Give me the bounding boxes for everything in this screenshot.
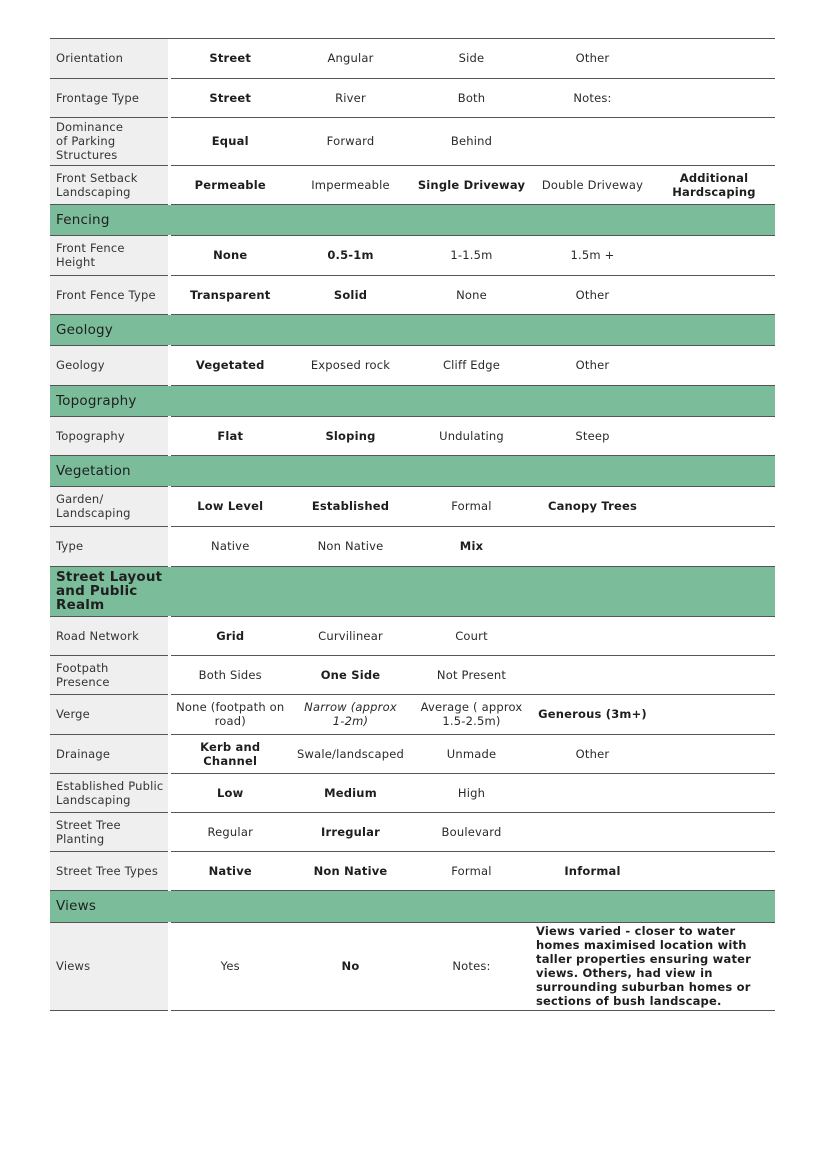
option-cell: Exposed rock	[290, 345, 411, 385]
option-cell	[532, 117, 653, 165]
option-cell	[653, 39, 775, 78]
option-cell	[653, 486, 775, 526]
option-cell: Other	[532, 345, 653, 385]
row-label: Front Setback Landscaping	[50, 165, 169, 204]
option-cell: Both Sides	[169, 655, 290, 694]
option-cell: Curvilinear	[290, 616, 411, 655]
option-cell: None	[411, 275, 532, 314]
option-cell: Impermeable	[290, 165, 411, 204]
table-row	[50, 39, 775, 78]
selected-option-cell: Irregular	[290, 812, 411, 851]
selected-option-cell: 0.5-1m	[290, 235, 411, 275]
row-label: Topography	[50, 416, 169, 455]
option-cell: 1.5m +	[532, 235, 653, 275]
option-cell	[532, 526, 653, 566]
option-cell: Narrow (approx 1-2m)	[290, 694, 411, 734]
table-row	[50, 117, 775, 165]
selected-option-cell: One Side	[290, 655, 411, 694]
option-cell	[653, 616, 775, 655]
row-label: Verge	[50, 694, 169, 734]
selected-option-cell: Street	[169, 78, 290, 117]
selected-option-cell: Canopy Trees	[532, 486, 653, 526]
option-cell	[532, 773, 653, 812]
option-cell: Swale/landscaped	[290, 734, 411, 773]
option-cell	[653, 851, 775, 890]
option-cell	[653, 734, 775, 773]
section-vegetation	[50, 455, 775, 486]
table-row	[50, 694, 775, 734]
selected-option-cell: Medium	[290, 773, 411, 812]
table-row	[50, 851, 775, 890]
selected-option-cell: Established	[290, 486, 411, 526]
selected-option-cell: Native	[169, 851, 290, 890]
row-label: Front Fence Type	[50, 275, 169, 314]
option-cell	[653, 416, 775, 455]
option-cell: Regular	[169, 812, 290, 851]
row-label: Front Fence Height	[50, 235, 169, 275]
views-notes: Views varied - closer to water homes maximised location with taller properties ensuring water views. Others, had view in surrounding suburban homes or sections of bush landscape.	[532, 922, 775, 1010]
section-geology	[50, 314, 775, 345]
option-cell: River	[290, 78, 411, 117]
row-label: Road Network	[50, 616, 169, 655]
row-label: Dominance of Parking Structures	[50, 117, 169, 165]
table-row	[50, 734, 775, 773]
table-body	[50, 39, 775, 1010]
option-cell: Notes:	[411, 922, 532, 1010]
selected-option-cell: Permeable	[169, 165, 290, 204]
table-row	[50, 416, 775, 455]
selected-option-cell: Low	[169, 773, 290, 812]
option-cell	[653, 117, 775, 165]
section-heading: Street Layout and Public Realm	[50, 566, 775, 616]
option-cell: Cliff Edge	[411, 345, 532, 385]
option-cell	[653, 275, 775, 314]
selected-option-cell: Sloping	[290, 416, 411, 455]
option-cell	[653, 78, 775, 117]
option-cell: Side	[411, 39, 532, 78]
option-cell	[653, 773, 775, 812]
selected-option-cell: Informal	[532, 851, 653, 890]
option-cell: Non Native	[290, 526, 411, 566]
selected-option-cell: None	[169, 235, 290, 275]
row-label: Drainage	[50, 734, 169, 773]
option-cell: Native	[169, 526, 290, 566]
option-cell	[653, 812, 775, 851]
character-table	[50, 39, 775, 1011]
option-cell: Double Driveway	[532, 165, 653, 204]
table-row	[50, 812, 775, 851]
option-cell: Unmade	[411, 734, 532, 773]
table-row	[50, 526, 775, 566]
option-cell: Formal	[411, 486, 532, 526]
selected-option-cell: Solid	[290, 275, 411, 314]
selected-option-cell: Transparent	[169, 275, 290, 314]
table-row	[50, 78, 775, 117]
table-row	[50, 275, 775, 314]
selected-option-cell: Non Native	[290, 851, 411, 890]
option-cell: Both	[411, 78, 532, 117]
table-row	[50, 345, 775, 385]
selected-option-cell: Grid	[169, 616, 290, 655]
option-cell	[532, 812, 653, 851]
selected-option-cell: Flat	[169, 416, 290, 455]
row-label: Garden/ Landscaping	[50, 486, 169, 526]
option-cell	[653, 235, 775, 275]
option-cell	[653, 526, 775, 566]
section-heading: Fencing	[50, 204, 775, 235]
section-fencing	[50, 204, 775, 235]
selected-option-cell: Additional Hardscaping	[653, 165, 775, 204]
section-views	[50, 890, 775, 922]
table-row	[50, 235, 775, 275]
section-heading: Geology	[50, 314, 775, 345]
option-cell: Other	[532, 39, 653, 78]
selected-option-cell: Mix	[411, 526, 532, 566]
option-cell: Forward	[290, 117, 411, 165]
option-cell	[653, 694, 775, 734]
section-topography	[50, 385, 775, 416]
selected-option-cell: Vegetated	[169, 345, 290, 385]
row-label: Frontage Type	[50, 78, 169, 117]
row-label: Street Tree Types	[50, 851, 169, 890]
option-cell: None (footpath on road)	[169, 694, 290, 734]
selected-option-cell: Generous (3m+)	[532, 694, 653, 734]
option-cell: Steep	[532, 416, 653, 455]
option-cell: Other	[532, 734, 653, 773]
option-cell	[532, 616, 653, 655]
survey-sheet	[50, 38, 775, 1011]
selected-option-cell: Single Driveway	[411, 165, 532, 204]
selected-option-cell: Equal	[169, 117, 290, 165]
option-cell: Yes	[169, 922, 290, 1010]
section-heading: Views	[50, 890, 775, 922]
row-label: Orientation	[50, 39, 169, 78]
option-cell: Not Present	[411, 655, 532, 694]
option-cell: Notes:	[532, 78, 653, 117]
option-cell: Other	[532, 275, 653, 314]
section-heading: Vegetation	[50, 455, 775, 486]
selected-option-cell: Kerb and Channel	[169, 734, 290, 773]
table-row	[50, 165, 775, 204]
row-label: Established Public Landscaping	[50, 773, 169, 812]
table-row	[50, 616, 775, 655]
option-cell: Average ( approx 1.5-2.5m)	[411, 694, 532, 734]
selected-option-cell: Street	[169, 39, 290, 78]
table-row	[50, 486, 775, 526]
option-cell: Court	[411, 616, 532, 655]
option-cell: High	[411, 773, 532, 812]
option-cell: Boulevard	[411, 812, 532, 851]
table-row	[50, 922, 775, 1010]
selected-option-cell: No	[290, 922, 411, 1010]
row-label: Street Tree Planting	[50, 812, 169, 851]
option-cell: Formal	[411, 851, 532, 890]
option-cell: 1-1.5m	[411, 235, 532, 275]
selected-option-cell: Low Level	[169, 486, 290, 526]
table-row	[50, 773, 775, 812]
option-cell	[653, 655, 775, 694]
row-label: Views	[50, 922, 169, 1010]
option-cell: Behind	[411, 117, 532, 165]
row-label: Type	[50, 526, 169, 566]
section-heading: Topography	[50, 385, 775, 416]
option-cell	[653, 345, 775, 385]
section-street-layout-and-public-realm	[50, 566, 775, 616]
row-label: Geology	[50, 345, 169, 385]
option-cell: Angular	[290, 39, 411, 78]
option-cell: Undulating	[411, 416, 532, 455]
option-cell	[532, 655, 653, 694]
row-label: Footpath Presence	[50, 655, 169, 694]
table-row	[50, 655, 775, 694]
